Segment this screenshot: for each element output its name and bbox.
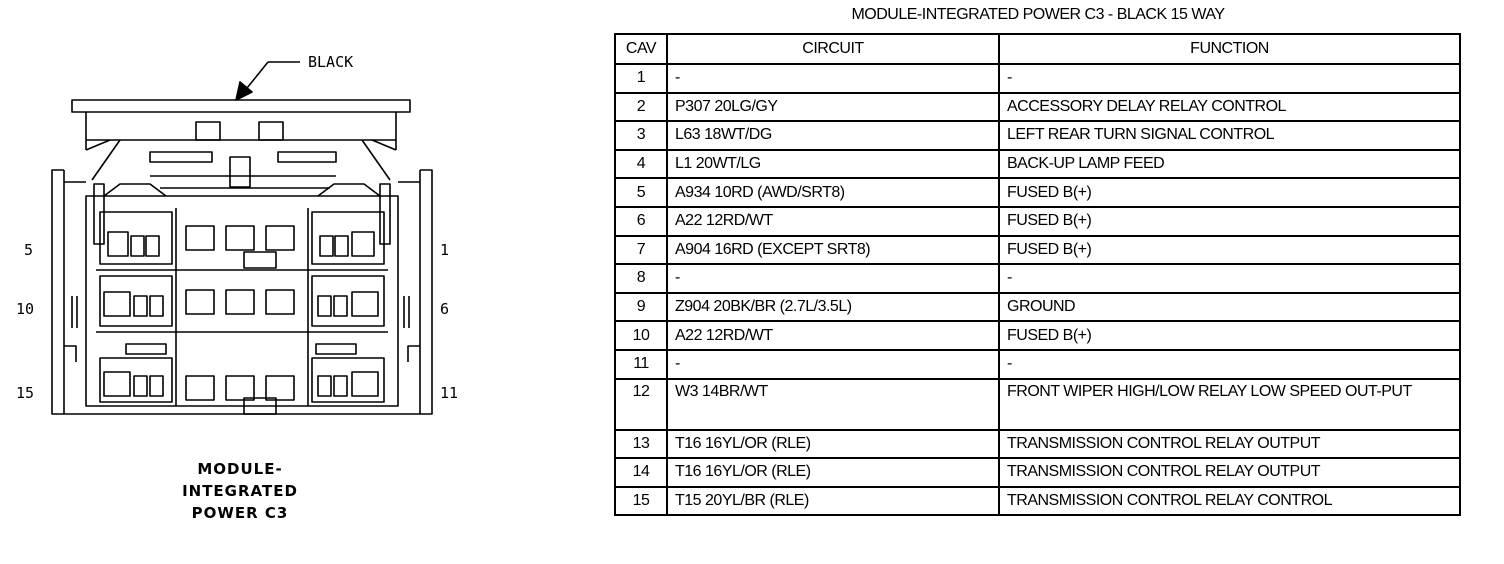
function-cell: ACCESSORY DELAY RELAY CONTROL xyxy=(999,93,1460,122)
function-cell: - xyxy=(999,64,1460,93)
pinout-table xyxy=(614,33,1461,516)
pin-label-11: 11 xyxy=(440,384,459,402)
cav-cell: 11 xyxy=(615,350,667,379)
cav-cell: 14 xyxy=(615,458,667,487)
circuit-cell: T16 16YL/OR (RLE) xyxy=(667,430,999,459)
circuit-cell: A22 12RD/WT xyxy=(667,321,999,350)
cavity-row-2 xyxy=(100,276,384,326)
pin-label-5: 5 xyxy=(24,241,34,259)
cav-cell: 7 xyxy=(615,236,667,265)
cav-cell: 13 xyxy=(615,430,667,459)
cavity-row-1 xyxy=(100,212,384,268)
function-cell: FUSED B(+) xyxy=(999,236,1460,265)
table-row xyxy=(615,293,1460,322)
function-cell: TRANSMISSION CONTROL RELAY OUTPUT xyxy=(999,430,1460,459)
cav-cell: 12 xyxy=(615,379,667,430)
function-cell: - xyxy=(999,264,1460,293)
function-cell: - xyxy=(999,350,1460,379)
function-cell: FUSED B(+) xyxy=(999,207,1460,236)
cav-cell: 3 xyxy=(615,121,667,150)
function-cell: TRANSMISSION CONTROL RELAY OUTPUT xyxy=(999,458,1460,487)
cav-cell: 4 xyxy=(615,150,667,179)
black-leader-arrow xyxy=(236,62,300,100)
table-row xyxy=(615,458,1460,487)
caption-line-2: INTEGRATED xyxy=(182,482,298,500)
pin-label-10: 10 xyxy=(16,300,35,318)
circuit-cell: T15 20YL/BR (RLE) xyxy=(667,487,999,516)
table-row xyxy=(615,487,1460,516)
table-row xyxy=(615,207,1460,236)
circuit-cell: T16 16YL/OR (RLE) xyxy=(667,458,999,487)
cav-cell: 5 xyxy=(615,178,667,207)
header-circuit: CIRCUIT xyxy=(667,34,999,64)
circuit-cell: W3 14BR/WT xyxy=(667,379,999,430)
function-cell: GROUND xyxy=(999,293,1460,322)
pin-label-15: 15 xyxy=(16,384,35,402)
table-header-row xyxy=(615,34,1460,64)
function-cell: BACK-UP LAMP FEED xyxy=(999,150,1460,179)
pinout-table-body xyxy=(615,64,1460,515)
table-row xyxy=(615,350,1460,379)
table-row xyxy=(615,64,1460,93)
table-row xyxy=(615,121,1460,150)
cav-cell: 8 xyxy=(615,264,667,293)
cav-cell: 10 xyxy=(615,321,667,350)
table-row xyxy=(615,93,1460,122)
connector-top-cover xyxy=(72,100,410,188)
cav-cell: 2 xyxy=(615,93,667,122)
table-row xyxy=(615,430,1460,459)
table-row xyxy=(615,264,1460,293)
circuit-cell: L63 18WT/DG xyxy=(667,121,999,150)
cav-cell: 9 xyxy=(615,293,667,322)
header-cav: CAV xyxy=(615,34,667,64)
pin-label-6: 6 xyxy=(440,300,450,318)
connector-color-label: BLACK xyxy=(308,53,354,71)
cav-cell: 15 xyxy=(615,487,667,516)
circuit-cell: - xyxy=(667,264,999,293)
circuit-cell: - xyxy=(667,64,999,93)
pin-label-1: 1 xyxy=(440,241,450,259)
header-function: FUNCTION xyxy=(999,34,1460,64)
connector-caption xyxy=(150,458,330,524)
function-cell: FUSED B(+) xyxy=(999,321,1460,350)
circuit-cell: A22 12RD/WT xyxy=(667,207,999,236)
cav-cell: 6 xyxy=(615,207,667,236)
circuit-cell: A904 16RD (EXCEPT SRT8) xyxy=(667,236,999,265)
table-row xyxy=(615,379,1460,430)
table-row xyxy=(615,236,1460,265)
function-cell: TRANSMISSION CONTROL RELAY CONTROL xyxy=(999,487,1460,516)
circuit-cell: P307 20LG/GY xyxy=(667,93,999,122)
table-row xyxy=(615,150,1460,179)
circuit-cell: - xyxy=(667,350,999,379)
table-row xyxy=(615,321,1460,350)
caption-line-3: POWER C3 xyxy=(191,504,289,522)
circuit-cell: A934 10RD (AWD/SRT8) xyxy=(667,178,999,207)
cavity-row-3 xyxy=(100,344,384,414)
table-title: MODULE-INTEGRATED POWER C3 - BLACK 15 WAY xyxy=(851,6,1225,23)
circuit-cell: Z904 20BK/BR (2.7L/3.5L) xyxy=(667,293,999,322)
cav-cell: 1 xyxy=(615,64,667,93)
caption-line-1: MODULE- xyxy=(197,460,283,478)
table-row xyxy=(615,178,1460,207)
function-cell: FRONT WIPER HIGH/LOW RELAY LOW SPEED OUT-PUT xyxy=(999,379,1460,430)
circuit-cell: L1 20WT/LG xyxy=(667,150,999,179)
function-cell: FUSED B(+) xyxy=(999,178,1460,207)
function-cell: LEFT REAR TURN SIGNAL CONTROL xyxy=(999,121,1460,150)
